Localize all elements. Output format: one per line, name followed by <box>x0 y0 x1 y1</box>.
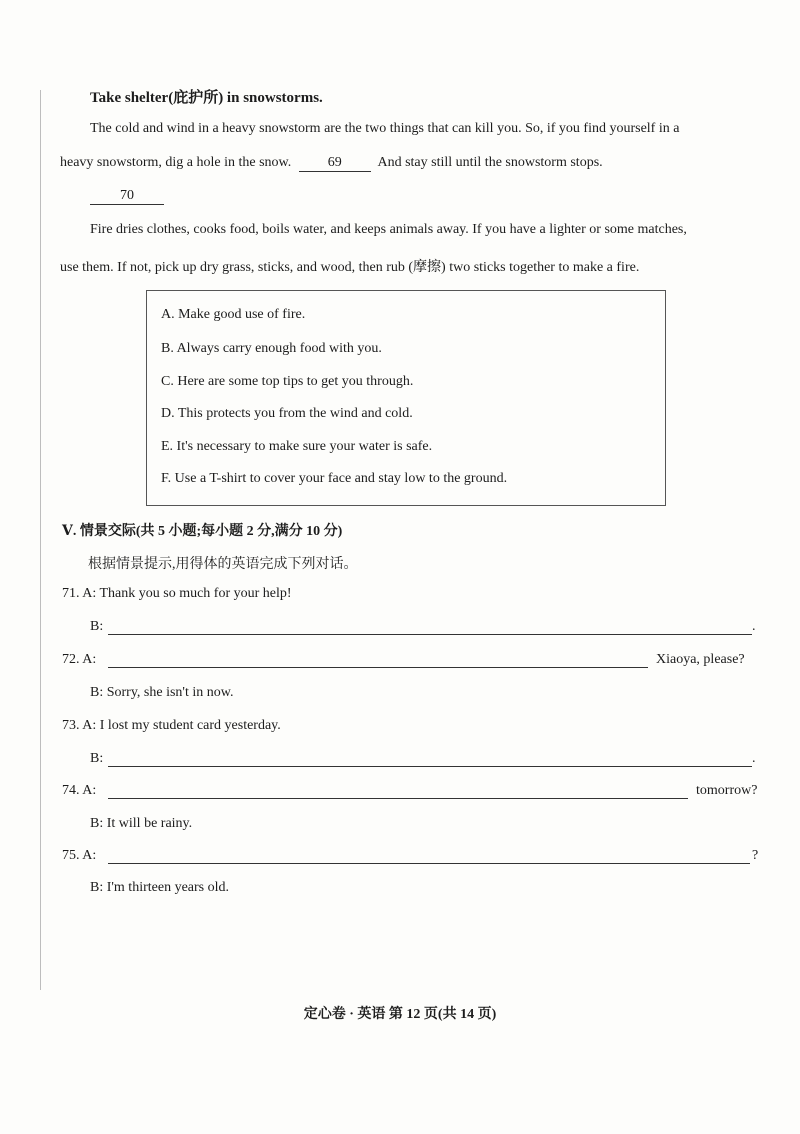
q73-b-answer-line[interactable] <box>108 766 752 767</box>
q71-number: 71. <box>62 586 80 601</box>
q71-a-label: A: <box>82 586 97 601</box>
q73-a <box>62 718 281 734</box>
q71-b-end: . <box>752 619 756 634</box>
q73-b-label: B: <box>90 751 104 766</box>
q75-a-end: ? <box>752 848 759 863</box>
q75-a-answer-line[interactable] <box>108 863 750 864</box>
paragraph1-line2-before: heavy snowstorm, dig a hole in the snow. <box>60 155 292 170</box>
paragraph1-line2 <box>60 155 603 172</box>
q73-a-text: I lost my student card yesterday. <box>99 718 281 733</box>
section-5-heading: Ⅴ. 情景交际(共 5 小题;每小题 2 分,满分 10 分) <box>62 524 343 539</box>
q74-a-end: tomorrow? <box>696 783 758 798</box>
q74-b-text: It will be rainy. <box>106 816 193 831</box>
q72-b-label: B: <box>90 685 104 700</box>
q75-b-text: I'm thirteen years old. <box>106 880 229 895</box>
paragraph1-line1: The cold and wind in a heavy snowstorm are the two things that can kill you. So, if you find yourself in a <box>90 121 680 136</box>
q72-a-answer-line[interactable] <box>108 667 648 668</box>
margin-line <box>40 90 41 990</box>
q72-a <box>62 652 96 668</box>
passage-title: Take shelter(庇护所) in snowstorms. <box>90 90 323 106</box>
q73-a-label: A: <box>82 718 97 733</box>
option-e: E. It's necessary to make sure your water is safe. <box>161 439 433 454</box>
paragraph1-line2-after: And stay still until the snowstorm stops. <box>377 155 603 170</box>
q75-b-label: B: <box>90 880 104 895</box>
q74-b <box>90 816 192 832</box>
q73-number: 73. <box>62 718 80 733</box>
q75-b <box>90 880 229 896</box>
q71-b-label: B: <box>90 619 104 634</box>
page-footer: 定心卷 · 英语 第 12 页(共 14 页) <box>303 1007 497 1022</box>
blank-70: 70 <box>90 188 164 205</box>
q74-a <box>62 783 96 799</box>
q74-number: 74. <box>62 783 80 798</box>
options-box <box>146 290 666 506</box>
q75-number: 75. <box>62 848 80 863</box>
q75-a <box>62 848 96 864</box>
paragraph2-line1: Fire dries clothes, cooks food, boils water, and keeps animals away. If you have a lighter or some matches, <box>90 222 687 237</box>
paragraph2-line2: use them. If not, pick up dry grass, sticks, and wood, then rub (摩擦) two sticks together to make a fire. <box>60 260 640 275</box>
q72-a-end: Xiaoya, please? <box>656 652 745 667</box>
q72-number: 72. <box>62 652 80 667</box>
option-c: C. Here are some top tips to get you through. <box>161 374 414 389</box>
blank-69: 69 <box>299 155 371 172</box>
q72-b-text: Sorry, she isn't in now. <box>106 685 234 700</box>
section-5-instruction: 根据情景提示,用得体的英语完成下列对话。 <box>88 557 358 572</box>
q74-b-label: B: <box>90 816 104 831</box>
q72-b <box>90 685 233 701</box>
q74-a-label: A: <box>82 783 97 798</box>
option-b: B. Always carry enough food with you. <box>161 341 382 356</box>
option-d: D. This protects you from the wind and cold. <box>161 406 413 421</box>
q74-a-answer-line[interactable] <box>108 798 688 799</box>
blank-70-line <box>90 188 164 205</box>
q75-a-label: A: <box>82 848 97 863</box>
option-a: A. Make good use of fire. <box>161 307 306 322</box>
q71-b-answer-line[interactable] <box>108 634 752 635</box>
q71-a-text: Thank you so much for your help! <box>99 586 292 601</box>
q72-a-label: A: <box>82 652 97 667</box>
option-f: F. Use a T-shirt to cover your face and stay low to the ground. <box>161 471 508 486</box>
q73-b-end: . <box>752 751 756 766</box>
q71-a <box>62 586 292 602</box>
